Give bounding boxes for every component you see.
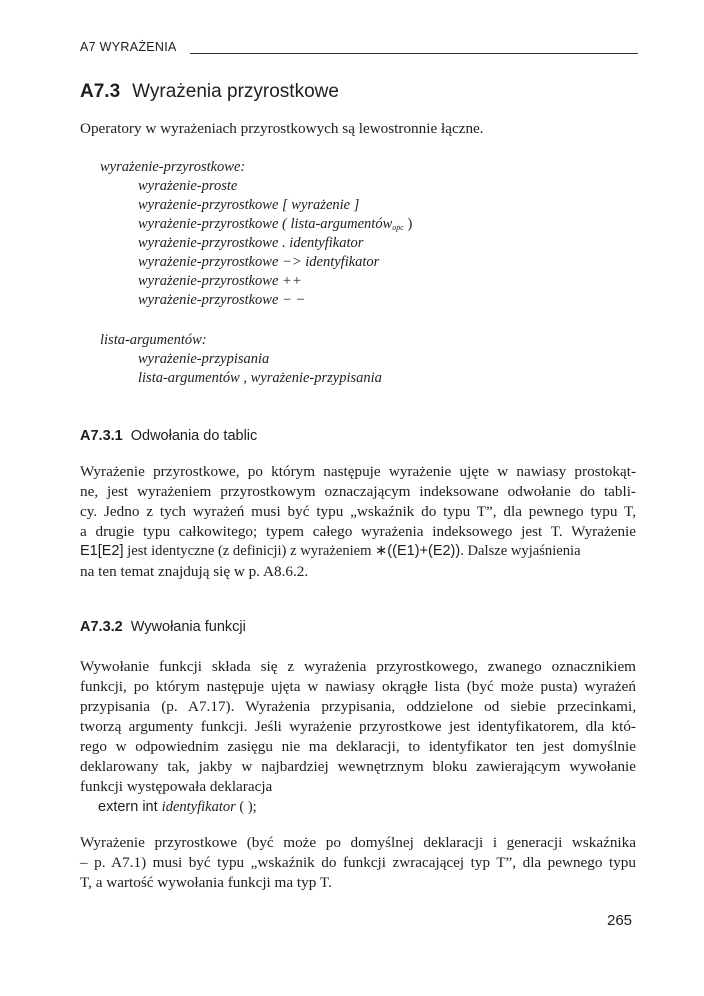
paragraph-line: T, a wartość wywołania funkcji ma typ T.	[80, 874, 332, 891]
paragraph-line: tworzą argumenty funkcji. Jeśli wyrażenie przyrostkowe jest identyfikatorem, dla któ-	[80, 718, 636, 735]
paragraph-line: na ten temat znajdują się w p. A8.6.2.	[80, 563, 309, 580]
subsection-heading-calls	[80, 619, 246, 635]
section-number: A7.3	[80, 81, 121, 102]
intro-paragraph: Operatory w wyrażeniach przyrostkowych są lewostronnie łączne.	[80, 120, 484, 137]
paragraph-line: deklarowany tak, jakby w najbardziej wewnętrznym bloku zawierającym wywołanie	[80, 758, 636, 775]
paragraph-line: E1[E2] jest identyczne (z definicji) z wyrażeniem ∗((E1)+(E2)). Dalsze wyjaśnienia	[80, 543, 581, 559]
paragraph-line: funkcji występowała deklaracja	[80, 778, 273, 795]
grammar-line: wyrażenie-przyrostkowe ++	[138, 273, 302, 289]
paragraph-line: Wyrażenie przyrostkowe, po którym następuje wyrażenie ujęte w nawiasy prostokąt-	[80, 463, 636, 480]
code-declaration: extern int identyfikator ( );	[98, 799, 257, 815]
subsection-title: Wywołania funkcji	[130, 619, 246, 635]
grammar-line: wyrażenie-przyrostkowe [ wyrażenie ]	[138, 197, 360, 213]
subsection-number: A7.3.1	[80, 428, 123, 444]
subsection-number: A7.3.2	[80, 619, 123, 635]
grammar-line: wyrażenie-przyrostkowe − −	[138, 292, 306, 308]
opt-subscript: opc	[392, 223, 404, 232]
paragraph-line: przypisania (p. A7.17). Wyrażenia przypisania, oddzielone od siebie przecinkami,	[80, 698, 636, 715]
code-pointer-expr: ∗((E1)+(E2))	[375, 543, 461, 559]
code-subscript-expr: E1[E2]	[80, 543, 124, 559]
header-rule	[190, 53, 638, 54]
grammar-line: wyrażenie-przyrostkowe −> identyfikator	[138, 254, 380, 270]
grammar-head-arglist: lista-argumentów:	[100, 332, 207, 348]
grammar-line: wyrażenie-proste	[138, 178, 238, 194]
paragraph-line: rego w odpowiednim zasięgu nie ma deklaracji, to identyfikator ten jest domyślnie	[80, 738, 636, 755]
grammar-line: wyrażenie-przyrostkowe ( lista-argumentów$_{opc}$ )	[138, 216, 413, 232]
section-heading	[80, 81, 339, 103]
paragraph-line: cy. Jedno z tych wyrażeń musi być typu „wskaźnik do typu T”, dla pewnego typu T,	[80, 503, 636, 520]
paragraph-line: a drugie typu całkowitego; typem całego wyrażenia indeksowego jest T. Wyrażenie	[80, 523, 636, 540]
subsection-title: Odwołania do tablic	[130, 428, 258, 444]
page-number: 265	[607, 912, 633, 929]
grammar-line: lista-argumentów , wyrażenie-przypisania	[138, 370, 382, 386]
paragraph-line: – p. A7.1) musi być typu „wskaźnik do funkcji zwracającej typ T”, dla pewnego typu	[80, 854, 636, 871]
section-title: Wyrażenia przyrostkowe	[132, 81, 339, 102]
paragraph-line: Wyrażenie przyrostkowe (być może po domyślnej deklaracji i generacji wskaźnika	[80, 834, 636, 851]
grammar-line: wyrażenie-przyrostkowe . identyfikator	[138, 235, 364, 251]
running-head: A7 WYRAŻENIA	[80, 40, 177, 54]
grammar-line: wyrażenie-przypisania	[138, 351, 270, 367]
paragraph-line: funkcji, po którym następuje ujęta w nawiasy okrągłe lista (być może pusta) wyrażeń	[80, 678, 636, 695]
paragraph-line: Wywołanie funkcji składa się z wyrażenia przyrostkowego, zwanego oznacznikiem	[80, 658, 636, 675]
grammar-head-postfix: wyrażenie-przyrostkowe:	[100, 159, 246, 175]
paragraph-line: ne, jest wyrażeniem przyrostkowym oznaczającym indeksowane odwołanie do tabli-	[80, 483, 636, 500]
subsection-heading-arrays	[80, 428, 257, 444]
